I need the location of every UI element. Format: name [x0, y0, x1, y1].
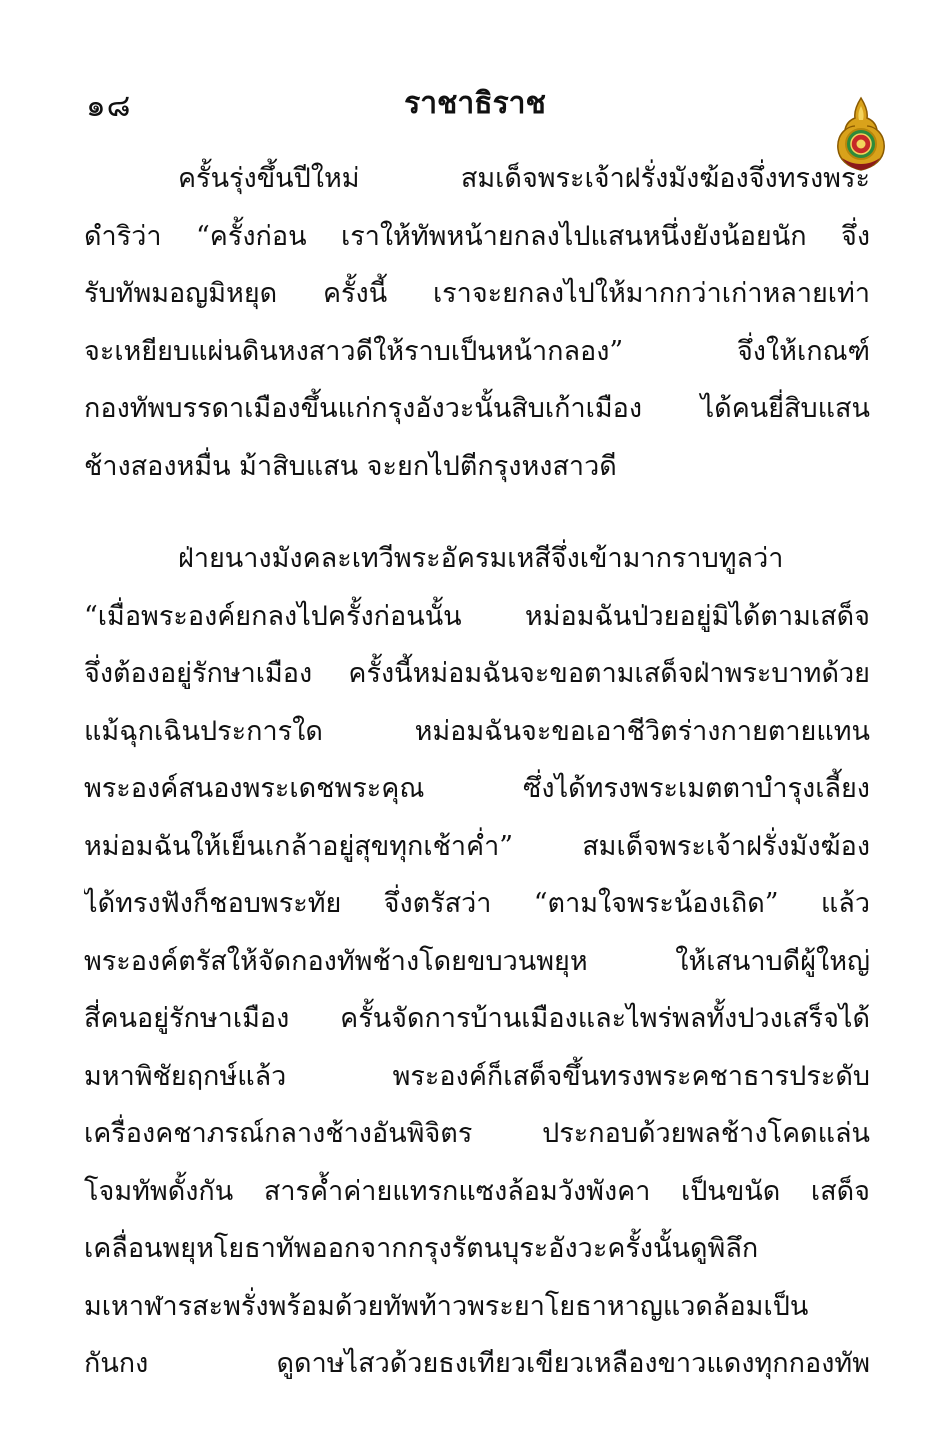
text-line: หม่อมฉันให้เย็นเกล้าอยู่สุขทุกเช้าค่ำ” สมเด็จพระเจ้าฝรั่งมังฆ้อง — [84, 830, 870, 862]
text-line: โจมทัพดั้งกัน สารค้ำค่ายแทรกแซงล้อมวังพังคา เป็นขนัด เสด็จ — [84, 1175, 870, 1207]
text-line: จึ่งต้องอยู่รักษาเมือง ครั้งนี้หม่อมฉันจะขอตามเสด็จฝ่าพระบาทด้วย — [84, 658, 870, 689]
text-line: ช้างสองหมื่น ม้าสิบแสน จะยกไปตีกรุงหงสาวดี — [84, 450, 617, 482]
text-line: ฝ่ายนางมังคละเทวีพระอัครมเหสีจึ่งเข้ามากราบทูลว่า — [178, 543, 784, 574]
text-line: เคลื่อนพยุหโยธาทัพออกจากกรุงรัตนบุระอังวะครั้งนั้นดูพิลึก — [84, 1233, 759, 1264]
text-line: “เมื่อพระองค์ยกลงไปครั้งก่อนนั้น หม่อมฉันป่วยอยู่มิได้ตามเสด็จ — [84, 600, 870, 632]
text-line: ครั้นรุ่งขึ้นปีใหม่ สมเด็จพระเจ้าฝรั่งมังฆ้องจึ่งทรงพระ — [178, 163, 870, 194]
text-line: จะเหยียบแผ่นดินหงสาวดีให้ราบเป็นหน้ากลอง” จึ่งให้เกณฑ์ — [84, 335, 870, 367]
page-number: ๑๘ — [86, 88, 132, 124]
text-line: มเหาฬารสะพรั่งพร้อมด้วยทัพท้าวพระยาโยธาหาญแวดล้อมเป็น — [84, 1290, 809, 1322]
body-text — [84, 150, 870, 1393]
text-line: กันกง ดูดาษไสวด้วยธงเทียวเขียวเหลืองขาวแดงทุกกองทัพ — [84, 1348, 870, 1379]
text-line: ได้ทรงฟังก็ชอบพระทัย จึ่งตรัสว่า “ตามใจพระน้องเถิด” แล้ว — [84, 888, 870, 919]
text-line: เครื่องคชาภรณ์กลางช้างอันพิจิตร ประกอบด้วยพลช้างโคดแล่น — [84, 1118, 870, 1149]
running-title: ราชาธิราช — [404, 86, 546, 121]
text-line: พระองค์สนองพระเดชพระคุณ ซึ่งได้ทรงพระเมตตาบำรุงเลี้ยง — [84, 773, 870, 804]
text-line: มหาพิชัยฤกษ์แล้ว พระองค์ก็เสด็จขึ้นทรงพระคชาธารประดับ — [84, 1060, 870, 1092]
text-line: ดำริว่า “ครั้งก่อน เราให้ทัพหน้ายกลงไปแสนหนึ่งยังน้อยนัก จึ่ง — [84, 220, 870, 252]
text-line: รับทัพมอญมิหยุด ครั้งนี้ เราจะยกลงไปให้มากกว่าเก่าหลายเท่า — [84, 278, 870, 309]
text-line: พระองค์ตรัสให้จัดกองทัพช้างโดยขบวนพยุห ให้เสนาบดีผู้ใหญ่ — [84, 945, 870, 977]
paragraph-gap — [84, 495, 870, 530]
text-line: แม้ฉุกเฉินประการใด หม่อมฉันจะขอเอาชีวิตร่างกายตายแทน — [84, 715, 870, 747]
text-line: กองทัพบรรดาเมืองขึ้นแก่กรุงอังวะนั้นสิบเก้าเมือง ได้คนยี่สิบแสน — [84, 393, 870, 424]
text-line: สี่คนอยู่รักษาเมือง ครั้นจัดการบ้านเมืองและไพร่พลทั้งปวงเสร็จได้ — [84, 1003, 870, 1034]
